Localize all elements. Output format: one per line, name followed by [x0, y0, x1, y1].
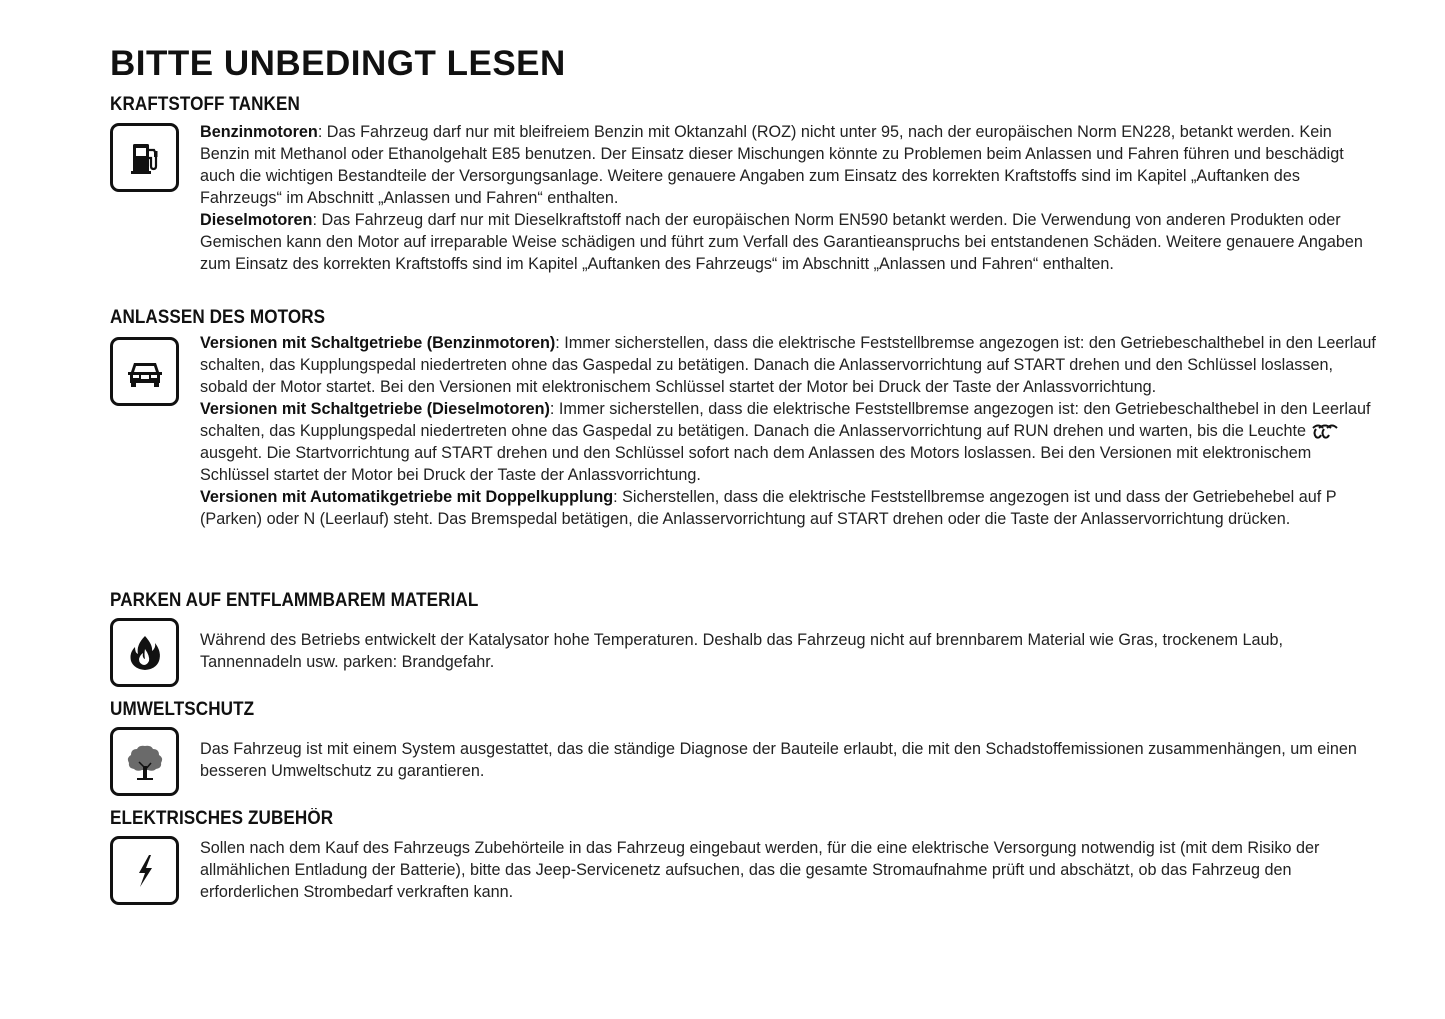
car-front-icon [123, 350, 167, 394]
section-heading: ELEKTRISCHES ZUBEHÖR [110, 808, 334, 829]
fuel-pump-icon [123, 136, 167, 180]
paragraph: Versionen mit Schaltgetriebe (Dieselmotoren): Immer sicherstellen, dass die elektrische Feststellbremse angezogen ist: den Getriebeschalthebel in den Leerlauf schalten, das Kupplungspedal niedertreten ohne das Gaspedal zu betätigen. Danach die Anlasservorrichtung auf RUN drehen und warten, bis die Leuchte ausgeht. Die Startvorrichtung auf START drehen und den Schlüssel sofort nach dem Anlassen des Motors loslassen. Bei den Versionen mit elektronischem Schlüssel startet der Motor bei Druck der Taste der Anlassvorrichtung. [200, 400, 1371, 484]
paragraph: Sollen nach dem Kauf des Fahrzeugs Zubehörteile in das Fahrzeug eingebaut werden, für die eine elektrische Versorgung notwendig ist (mit dem Risiko der allmählichen Entladung der Batterie), bitte das Jeep-Servicenetz aufsuchen, das die gesamte Stromaufnahme prüft und abschätzt, ob das Fahrzeug den erforderlichen Strombedarf verkraften kann. [200, 839, 1320, 901]
section-heading: ANLASSEN DES MOTORS [110, 307, 326, 328]
section-heading: KRAFTSTOFF TANKEN [110, 94, 300, 115]
page-title: BITTE UNBEDINGT LESEN [110, 44, 566, 83]
lightning-icon-box [110, 836, 179, 905]
tree-icon [123, 740, 167, 784]
car-icon-box [110, 337, 179, 406]
tree-icon-box [110, 727, 179, 796]
paragraph: Versionen mit Schaltgetriebe (Benzinmotoren): Immer sicherstellen, dass die elektrische Feststellbremse angezogen ist: den Getriebeschalthebel in den Leerlauf schalten, das Kupplungspedal niedertreten ohne das Gaspedal zu betätigen. Danach die Anlasservorrichtung auf START drehen und den Schlüssel loslassen, sobald der Motor startet. Bei den Versionen mit elektronischem Schlüssel startet der Motor bei Druck der Taste der Anlassvorrichtung. [200, 334, 1376, 396]
paragraph: Benzinmotoren: Das Fahrzeug darf nur mit bleifreiem Benzin mit Oktanzahl (ROZ) nicht unter 95, nach der europäischen Norm EN228, betankt werden. Kein Benzin mit Methanol oder Ethanolgehalt E85 benutzen. Der Einsatz dieser Mischungen könnte zu Problemen beim Anlassen und Fahren führen und beschädigt auch die wichtigen Bestandteile der Versorgungsanlage. Weitere genauere Angaben zum Einsatz des korrekten Kraftstoffs sind im Kapitel „Auftanken des Fahrzeugs“ im Abschnitt „Anlassen und Fahren“ enthalten. [200, 123, 1344, 207]
section-electrical [110, 808, 1380, 918]
glow-plug-icon [1310, 424, 1340, 440]
section-flammable [110, 590, 1380, 690]
flame-icon-box [110, 618, 179, 687]
lightning-icon [123, 849, 167, 893]
fuel-icon-box [110, 123, 179, 192]
section-engine-start [110, 307, 1380, 582]
paragraph: Versionen mit Automatikgetriebe mit Doppelkupplung: Sicherstellen, dass die elektrische Feststellbremse angezogen ist und dass der Getriebehebel auf P (Parken) oder N (Leerlauf) steht. Das Bremspedal betätigen, die Anlasservorrichtung auf START drehen oder die Taste der Anlasservorrichtung drücken. [200, 488, 1337, 528]
section-heading: UMWELTSCHUTZ [110, 699, 255, 720]
section-fuel [110, 94, 1380, 304]
section-heading: PARKEN AUF ENTFLAMMBAREM MATERIAL [110, 590, 479, 611]
flame-icon [123, 631, 167, 675]
paragraph: Das Fahrzeug ist mit einem System ausgestattet, das die ständige Diagnose der Bauteile erlaubt, die mit den Schadstoffemissionen zusammenhängen, um einen besseren Umweltschutz zu garantieren. [200, 740, 1357, 780]
section-environment [110, 699, 1380, 799]
paragraph: Dieselmotoren: Das Fahrzeug darf nur mit Dieselkraftstoff nach der europäischen Norm EN590 betankt werden. Die Verwendung von anderen Produkten oder Gemischen kann den Motor auf irreparable Weise schädigen und führt zum Verfall des Garantieanspruchs bei entstandenen Schäden. Weitere genauere Angaben zum Einsatz des korrekten Kraftstoffs sind im Kapitel „Auftanken des Fahrzeugs“ im Abschnitt „Anlassen und Fahren“ enthalten. [200, 211, 1363, 273]
paragraph: Während des Betriebs entwickelt der Katalysator hohe Temperaturen. Deshalb das Fahrzeug nicht auf brennbarem Material wie Gras, trockenem Laub, Tannennadeln usw. parken: Brandgefahr. [200, 631, 1284, 671]
